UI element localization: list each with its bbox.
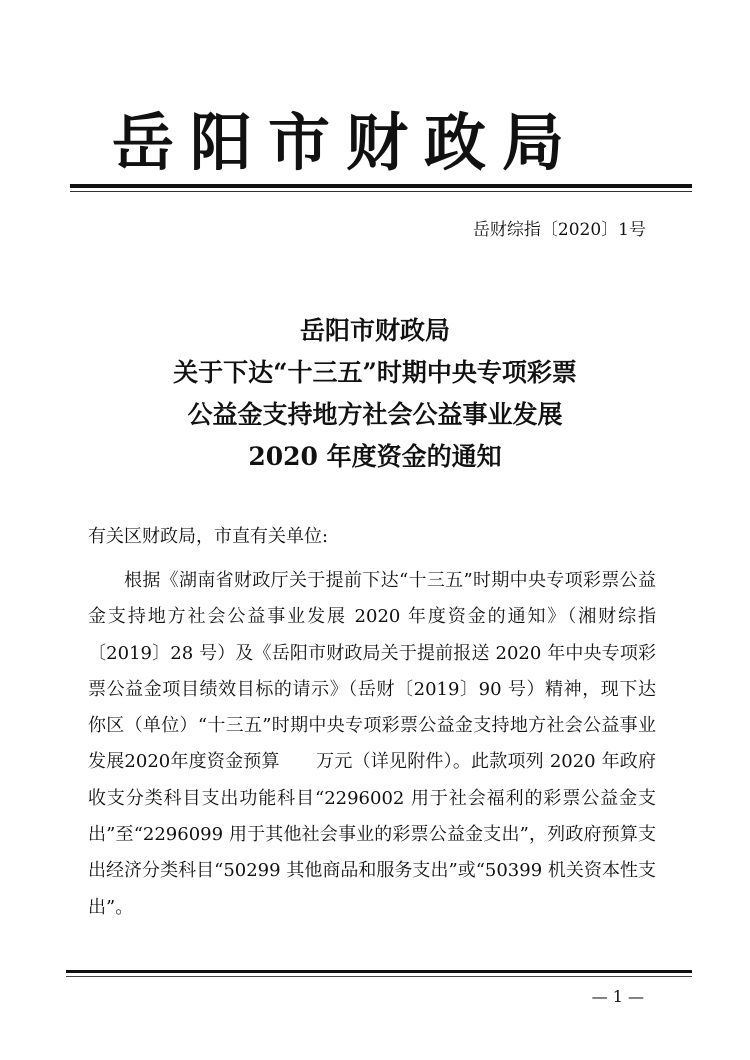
- title-line: 岳阳市财政局: [299, 316, 450, 345]
- masthead-title: 岳阳市财政局: [112, 106, 581, 179]
- title-line: 关于下达“十三五”时期中央专项彩票: [173, 358, 577, 387]
- salutation: 有关区财政局，市直有关单位:: [88, 526, 329, 547]
- masthead-divider-thin: [70, 191, 692, 192]
- title-line: 公益金支持地方社会公益事业发展: [187, 400, 563, 429]
- body-paragraph: 根据《湖南省财政厅关于提前下达“十三五”时期中央专项彩票公益金支持地方社会公益事业发展 2020 年度资金的通知》（湘财综指〔2019〕28 号）及《岳阳市财政局关于提前报送 2020 年中央专项彩票公益金项目绩效目标的请示》（岳财〔2019〕90 号）精神，现下达你区（单位）“十三五”时期中央专项彩票公益金支持地方社会公益事业发展2020年度资金预算 万元（详见附件）。此款项列 2020 年政府收支分类科目支出功能科目“2296002 用于社会福利的彩票公益金支出”至“2296099 用于其他社会事业的彩票公益金支出”，列政府预算支出经济分类科目“50299 其他商品和服务支出”或“50399 机关资本性支出”。: [88, 570, 656, 918]
- title-line: 2020 年度资金的通知: [248, 442, 502, 471]
- body-text: [88, 563, 656, 926]
- footer-divider-thick: [66, 970, 692, 973]
- document-number: 岳财综指〔2020〕1号: [472, 220, 646, 240]
- document-title: [80, 310, 670, 478]
- footer-divider-thin: [66, 976, 692, 977]
- masthead-divider-thick: [70, 184, 692, 188]
- page-number: — 1 —: [591, 987, 644, 1006]
